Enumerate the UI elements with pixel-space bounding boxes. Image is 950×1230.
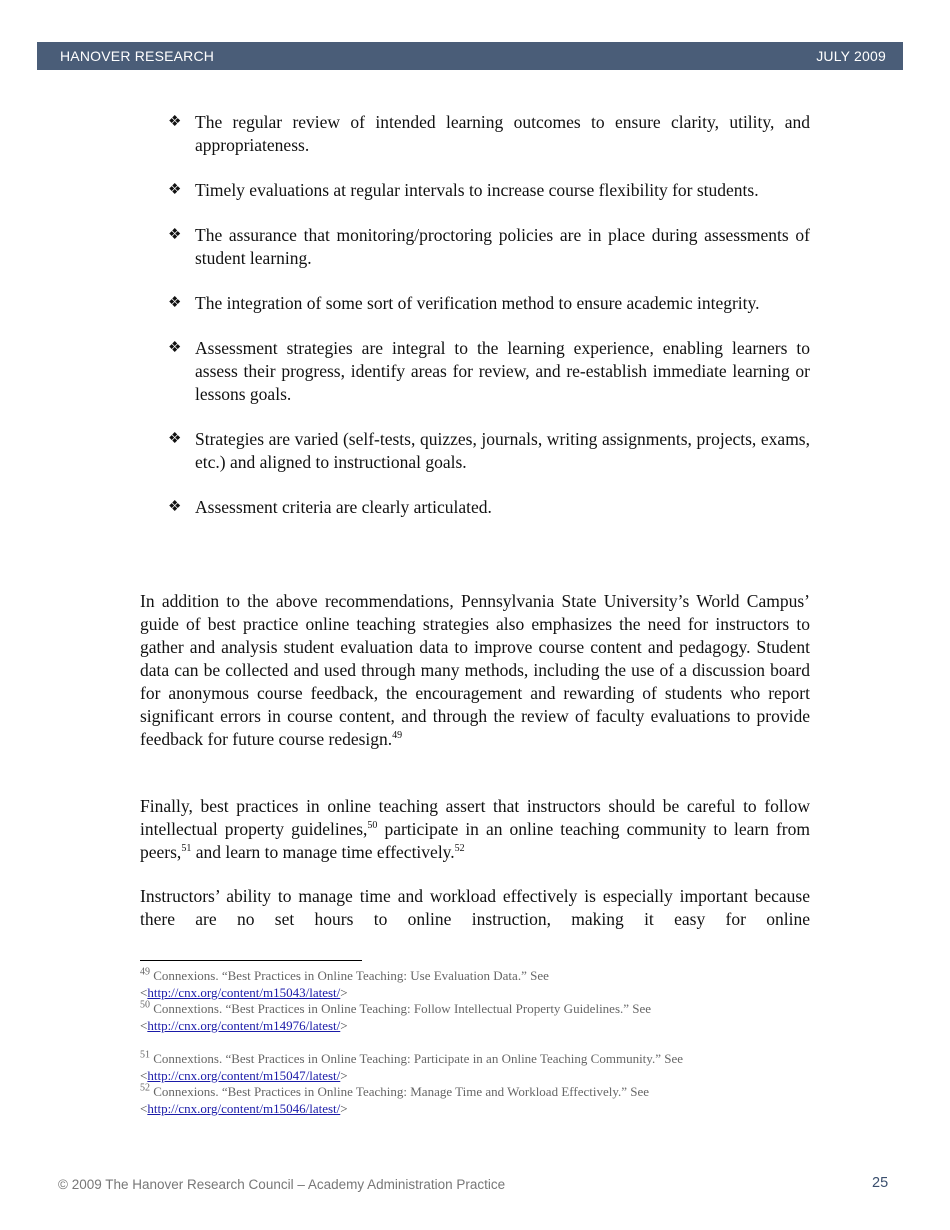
footnote-divider (140, 960, 362, 961)
list-item: ❖ Strategies are varied (self-tests, quizzes, journals, writing assignments, projects, exams, etc.) and aligned to instructional goals. (168, 429, 810, 472)
paragraph-best-practices: Finally, best practices in online teaching assert that instructors should be careful to follow intellectual property guidelines,$^{50}$ participate in an online teaching community to learn from peers,$^{51}$ and learn to manage time effectively.$^{52}$ (140, 796, 810, 862)
list-item: ❖ Assessment criteria are clearly articulated. (168, 497, 492, 517)
list-item: ❖ Assessment strategies are integral to the learning experience, enabling learners to assess their progress, identify areas for review, and re-establish immediate learning or lessons goals. (168, 338, 810, 404)
footer-copyright: © 2009 The Hanover Research Council – Academy Administration Practice (58, 1177, 506, 1192)
list-item: ❖ Timely evaluations at regular intervals to increase course flexibility for students. (168, 180, 759, 200)
footnote-link[interactable]: http://cnx.org/content/m15043/latest/ (147, 984, 341, 1000)
diamond-bullet-icon: ❖ (168, 431, 182, 447)
diamond-bullet-icon: ❖ (168, 182, 182, 198)
diamond-bullet-icon: ❖ (168, 499, 182, 515)
list-item: ❖ The integration of some sort of verification method to ensure academic integrity. (168, 293, 760, 313)
diamond-bullet-icon: ❖ (168, 227, 182, 243)
diamond-bullet-icon: ❖ (168, 295, 182, 311)
footnote-ref[interactable]: 51 (181, 843, 192, 855)
header-bar (37, 42, 903, 70)
footnote-link[interactable]: http://cnx.org/content/m15047/latest/ (147, 1067, 341, 1083)
header-org: HANOVER RESEARCH (60, 48, 215, 64)
footnote-51: $^{51}$ Connextions. “Best Practices in Online Teaching: Participate in an Online Teaching Community.” See <http://cnx.org/content/m15047/latest/> (140, 1049, 683, 1083)
footnote-link[interactable]: http://cnx.org/content/m15046/latest/ (147, 1100, 341, 1116)
diamond-bullet-icon: ❖ (168, 340, 182, 356)
header-date: JULY 2009 (816, 48, 886, 64)
paragraph-workload: Instructors’ ability to manage time and workload effectively is especially important because there are no set hours to online instruction, making it easy for online (140, 886, 810, 929)
footnote-ref[interactable]: 50 (367, 820, 378, 832)
paragraph-evaluation: In addition to the above recommendations, Pennsylvania State University’s World Campus’ guide of best practice online teaching strategies also emphasizes the need for instructors to gather and analysis student evaluation data to improve course content and pedagogy. Student data can be collected and used through many methods, including the use of a discussion board for anonymous course feedback, the encouragement and rewarding of students who report significant errors in course content, and through the review of faculty evaluations to provide feedback for future course redesign.$^{49}$ (140, 591, 810, 749)
list-item: ❖ The regular review of intended learning outcomes to ensure clarity, utility, and appropriateness. (168, 112, 810, 155)
footnote-ref[interactable]: 49 (392, 730, 403, 742)
footnote-link[interactable]: http://cnx.org/content/m14976/latest/ (147, 1017, 341, 1033)
list-item: ❖ The assurance that monitoring/proctoring policies are in place during assessments of student learning. (168, 225, 810, 268)
footnote-ref[interactable]: 52 (454, 843, 465, 855)
diamond-bullet-icon: ❖ (168, 114, 182, 130)
footnote-50: $^{50}$ Connextions. “Best Practices in Online Teaching: Follow Intellectual Property Guidelines.” See <http://cnx.org/content/m14976/latest/> (140, 999, 652, 1033)
bullet-list (168, 111, 810, 541)
footnote-52: $^{52}$ Connexions. “Best Practices in Online Teaching: Manage Time and Workload Effectively.” See <http://cnx.org/content/m15046/latest/> (140, 1082, 650, 1116)
footnote-49: $^{49}$ Connexions. “Best Practices in Online Teaching: Use Evaluation Data.” See <http://cnx.org/content/m15043/latest/> (140, 966, 549, 1000)
page-number: 25 (872, 1175, 889, 1191)
